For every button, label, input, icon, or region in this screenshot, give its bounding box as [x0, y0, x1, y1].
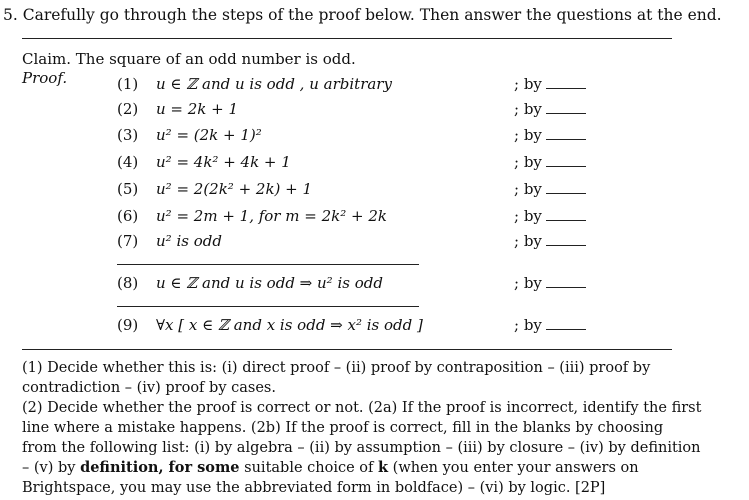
- by-label: ; by: [514, 207, 542, 225]
- bottom-divider: [22, 349, 672, 350]
- claim-text: Claim. The square of an odd number is odd.: [22, 50, 356, 68]
- step-9-number: (9): [117, 316, 139, 334]
- question-2-bold-k: k: [378, 459, 389, 476]
- question-number: 5.: [3, 6, 18, 24]
- step-7-by: [514, 232, 586, 250]
- step-8-number: (8): [117, 274, 139, 292]
- step-7-expression: u² is odd: [156, 232, 222, 250]
- step-7-blank: [546, 235, 586, 246]
- step-4-expression: u² = 4k² + 4k + 1: [156, 153, 291, 171]
- by-label: ; by: [514, 232, 542, 250]
- inference-rule-1: [117, 264, 419, 265]
- by-label: ; by: [514, 180, 542, 198]
- question-2-text-b: suitable choice of: [239, 460, 378, 476]
- step-4-blank: [546, 156, 586, 167]
- top-divider: [22, 38, 672, 39]
- step-2-expression: u = 2k + 1: [156, 100, 239, 118]
- question-1: (1) Decide whether this is: (i) direct proof – (ii) proof by contraposition – (iii) proof by contradiction – (iv) proof by cases.: [22, 360, 651, 396]
- step-7-number: (7): [117, 232, 139, 250]
- step-1-blank: [546, 78, 586, 89]
- step-5-number: (5): [117, 180, 139, 198]
- by-label: ; by: [514, 153, 542, 171]
- step-8-expression: u ∈ ℤ and u is odd ⇒ u² is odd: [156, 274, 383, 292]
- step-9-expression: ∀x [ x ∈ ℤ and x is odd ⇒ x² is odd ]: [156, 316, 423, 334]
- step-9-by: [514, 316, 586, 334]
- step-6-by: [514, 207, 586, 225]
- by-label: ; by: [514, 316, 542, 334]
- step-1-expression: u ∈ ℤ and u is odd , u arbitrary: [156, 75, 392, 93]
- question-text: Carefully go through the steps of the proof below. Then answer the questions at the end.: [22, 6, 722, 24]
- proof-label: Proof.: [22, 69, 68, 87]
- step-3-expression: u² = (2k + 1)²: [156, 126, 262, 144]
- question-2-text-c: (when you enter your answers on Brightspace, you may use the abbreviated form in boldface) – (vi) by logic. [2P]: [22, 460, 639, 496]
- by-label: ; by: [514, 75, 542, 93]
- question-2-bold-phrase: definition, for some: [80, 459, 240, 476]
- step-1-by: [514, 75, 586, 93]
- step-6-blank: [546, 210, 586, 221]
- step-8-blank: [546, 277, 586, 288]
- step-4-number: (4): [117, 153, 139, 171]
- step-4-by: [514, 153, 586, 171]
- step-3-number: (3): [117, 126, 139, 144]
- step-9-blank: [546, 319, 586, 330]
- step-2-by: [514, 100, 586, 118]
- step-2-number: (2): [117, 100, 139, 118]
- step-3-blank: [546, 129, 586, 140]
- step-3-by: [514, 126, 586, 144]
- step-5-by: [514, 180, 586, 198]
- question-header: [3, 6, 722, 24]
- step-2-blank: [546, 103, 586, 114]
- by-label: ; by: [514, 274, 542, 292]
- step-5-expression: u² = 2(2k² + 2k) + 1: [156, 180, 313, 198]
- step-6-expression: u² = 2m + 1, for m = 2k² + 2k: [156, 207, 387, 225]
- step-5-blank: [546, 183, 586, 194]
- by-label: ; by: [514, 100, 542, 118]
- inference-rule-2: [117, 306, 419, 307]
- question-2: [22, 398, 702, 498]
- step-1-number: (1): [117, 75, 139, 93]
- question-2-text-a: (2) Decide whether the proof is correct or not. (2a) If the proof is incorrect, identify the first line where a mistake happens. (2b) If the proof is correct, fill in the blanks by choosing from the following list: (i) by algebra – (ii) by assumption – (iii) by closure – (iv) by definition – (v) by: [22, 400, 702, 476]
- by-label: ; by: [514, 126, 542, 144]
- step-6-number: (6): [117, 207, 139, 225]
- step-8-by: [514, 274, 586, 292]
